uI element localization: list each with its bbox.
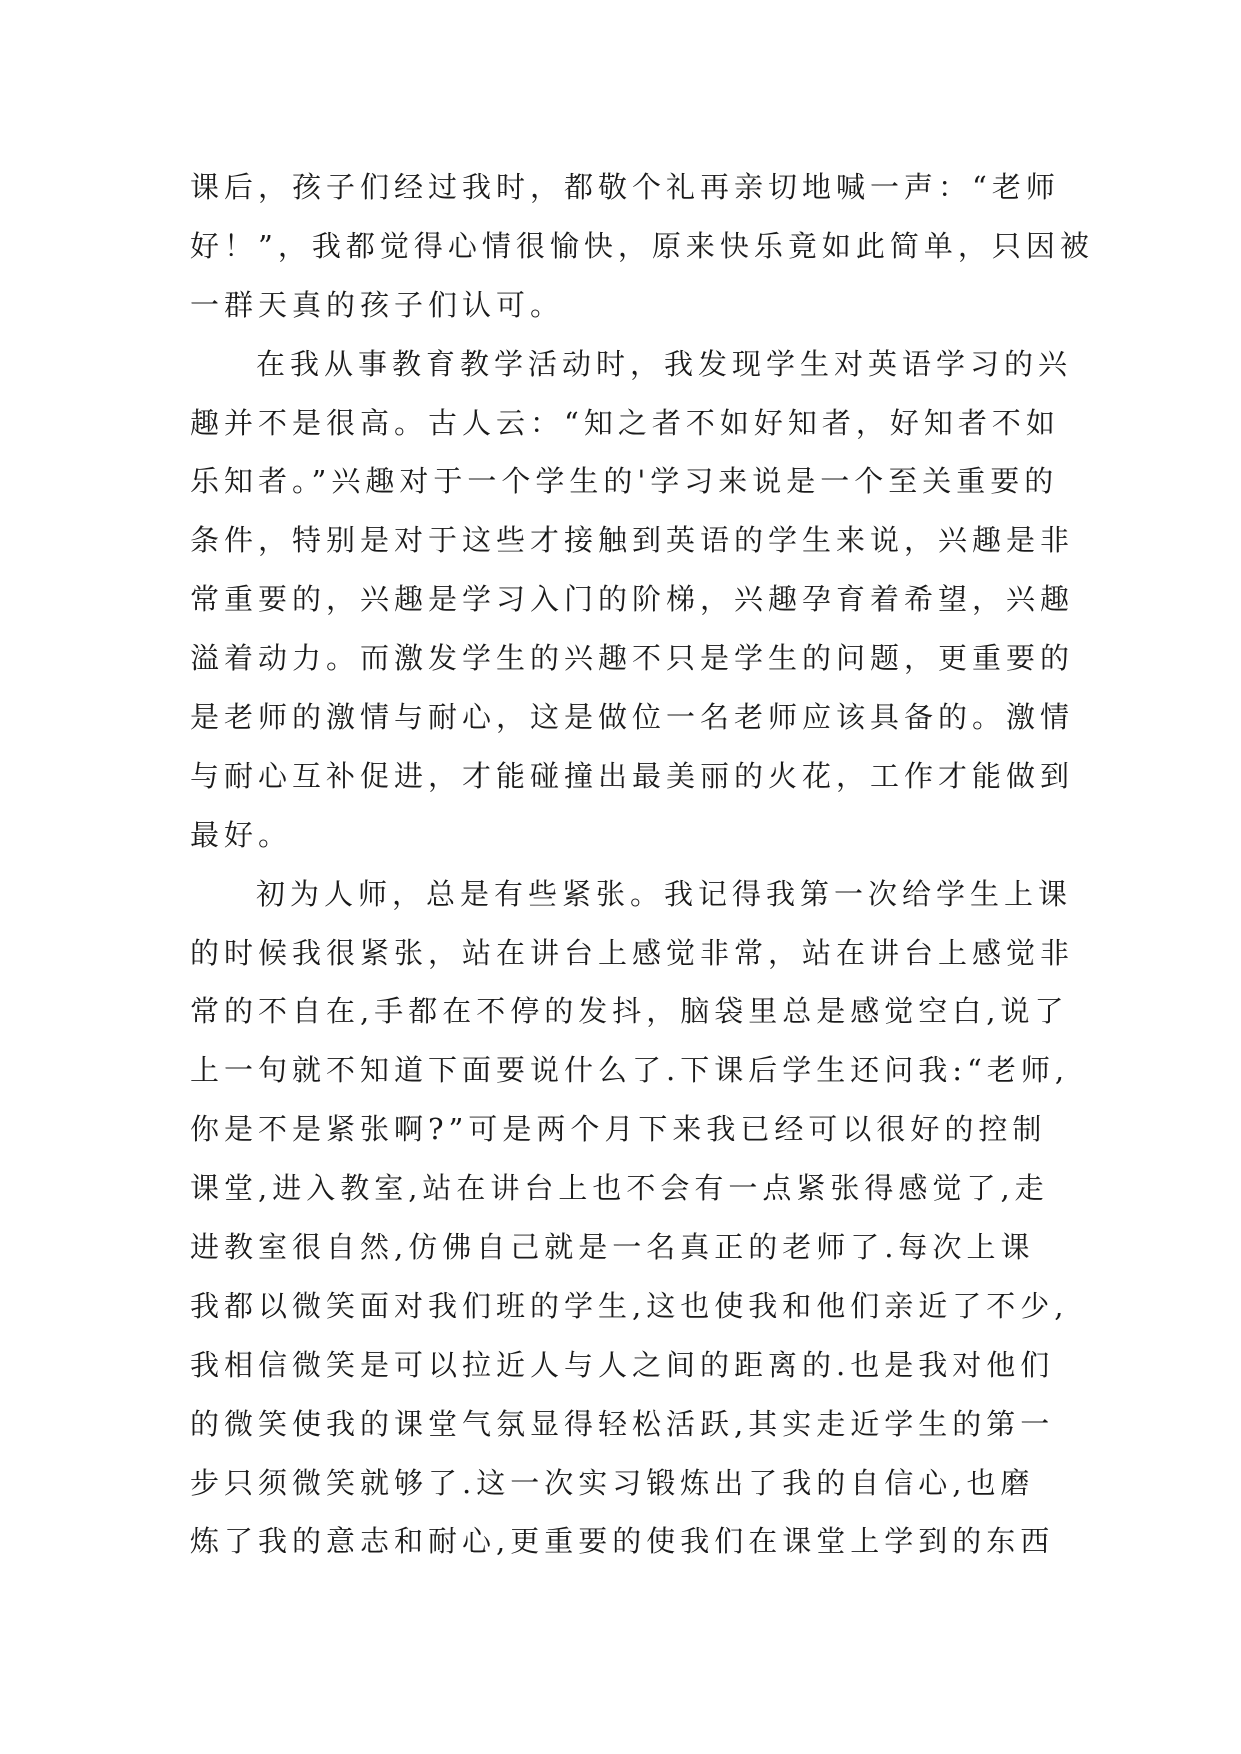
- text-line: 课堂,进入教室,站在讲台上也不会有一点紧张得感觉了,走: [190, 1171, 1049, 1206]
- text-line: 趣并不是很高。古人云：“知之者不如好知者，好知者不如: [190, 405, 1060, 440]
- paragraph-3: [190, 865, 1075, 1572]
- text-line: 步只须微笑就够了.这一次实习锻炼出了我的自信心,也磨: [190, 1465, 1035, 1500]
- paragraph-2: [190, 335, 1075, 865]
- text-line: 我都以微笑面对我们班的学生,这也使我和他们亲近了不少,: [190, 1288, 1069, 1323]
- text-line: 是老师的激情与耐心，这是做位一名老师应该具备的。激情: [190, 700, 1075, 735]
- text-line: 溢着动力。而激发学生的兴趣不只是学生的问题，更重要的: [190, 641, 1075, 676]
- text-line: 乐知者。”兴趣对于一个学生的'学习来说是一个至关重要的: [190, 464, 1059, 499]
- text-line: 常重要的，兴趣是学习入门的阶梯，兴趣孕育着希望，兴趣: [190, 582, 1075, 617]
- text-line: 最好。: [190, 817, 293, 852]
- text-line: 一群天真的孩子们认可。: [190, 287, 565, 322]
- text-line: 的微笑使我的课堂气氛显得轻松活跃,其实走近学生的第一: [190, 1406, 1055, 1441]
- text-line: 好！”，我都觉得心情很愉快，原来快乐竟如此简单，只因被: [190, 228, 1094, 263]
- text-line: 初为人师，总是有些紧张。我记得我第一次给学生上课: [256, 876, 1073, 911]
- text-line: 炼了我的意志和耐心,更重要的使我们在课堂上学到的东西: [190, 1524, 1055, 1559]
- text-line: 条件，特别是对于这些才接触到英语的学生来说，兴趣是非: [190, 523, 1075, 558]
- paragraph-1: [190, 158, 1094, 335]
- body-text: [190, 158, 1094, 1571]
- text-line: 的时候我很紧张，站在讲台上感觉非常，站在讲台上感觉非: [190, 935, 1075, 970]
- text-line: 上一句就不知道下面要说什么了.下课后学生还问我:“老师,: [190, 1053, 1070, 1088]
- text-line: 你是不是紧张啊?”可是两个月下来我已经可以很好的控制: [190, 1112, 1047, 1147]
- text-line: 与耐心互补促进，才能碰撞出最美丽的火花，工作才能做到: [190, 758, 1075, 793]
- text-line: 常的不自在,手都在不停的发抖，脑袋里总是感觉空白,说了: [190, 994, 1069, 1029]
- text-line: 进教室很自然,仿佛自己就是一名真正的老师了.每次上课: [190, 1230, 1035, 1265]
- text-line: 在我从事教育教学活动时，我发现学生对英语学习的兴: [256, 346, 1073, 381]
- text-line: 我相信微笑是可以拉近人与人之间的距离的.也是我对他们: [190, 1347, 1055, 1382]
- text-line: 课后，孩子们经过我时，都敬个礼再亲切地喊一声：“老师: [190, 170, 1060, 204]
